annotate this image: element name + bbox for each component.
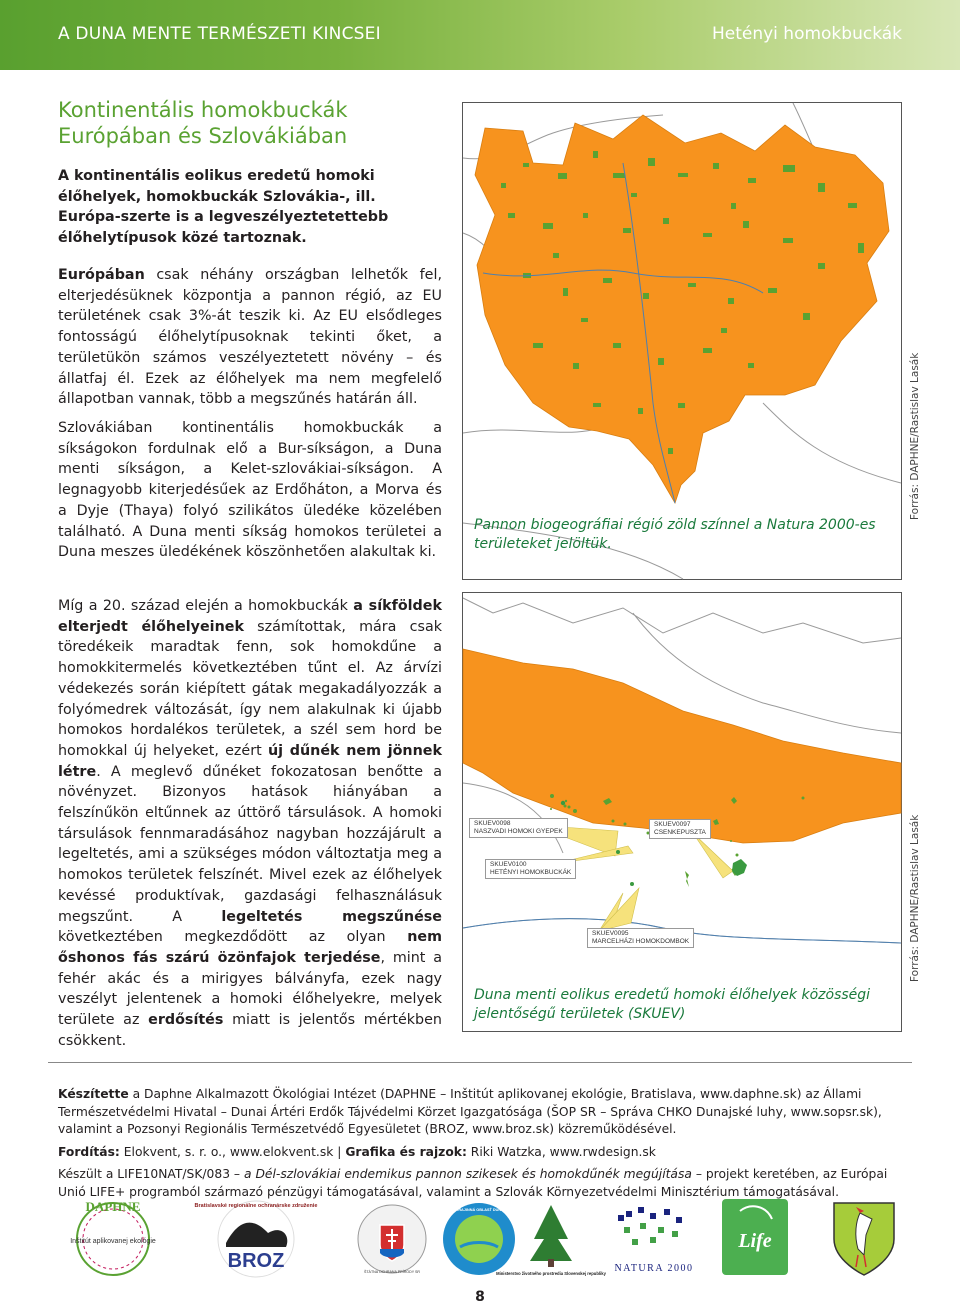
broz-wordmark: BROZ <box>227 1250 285 1272</box>
pannon-map-graphic <box>463 103 901 579</box>
footer-separator: | <box>333 1144 346 1159</box>
history-text-2: számítottak, mára csak töredékeik maradtak fenn, sok homokdűne a homokkitermelés következtében tűnt el. Az árvízi védekezés során kiépített gátak megakadályozzák a folyómedrek változását, így nem alakulnak ki újabb homokos hordalékos területek, a szél sem hord be homokkal új helyeket, ezért <box>58 618 442 759</box>
footer-project-title: a Dél-szlovákiai endemikus pannon szikesek és homokdűnék megújítása <box>244 1167 692 1181</box>
footer-made-label: Készítette <box>58 1087 129 1101</box>
life-wordmark: Life <box>738 1230 772 1252</box>
paragraph-slovakia: Szlovákiában kontinentális homokbuckák a síkságokon fordulnak elő a Bur-síkságon, a Duna menti síkságon, a Kelet-szlovákiai-síkságon. A legnagyobb kiterjedésűek az Erdőháton, a Morva és a Dyje (Thaya) folyó szilikátos üledéke közelében található. A Duna menti síkság homokos területei a Duna meszes üledékének köszönhetően alakultak ki. <box>58 420 442 561</box>
history-text-5: , mint a fehér akác és a mirigyes bálványfa, ezek nagy veszélyt jelentenek a homoki élőhelyekre, melyek területe az <box>58 949 442 1029</box>
skuev-label-marcelhaza <box>587 928 694 948</box>
skuev-name: NASZVADI HOMOKI GYEPEK <box>474 828 563 835</box>
sopsr-text: ŠTÁTNA OCHRANA PRÍRODY SR <box>363 1270 421 1274</box>
skuev-map <box>462 592 902 1032</box>
footer-translation-text: Elokvent, s. r. o., www.elokvent.sk <box>119 1144 334 1159</box>
paragraph-europe <box>58 265 442 410</box>
natura2000-logo <box>610 1201 698 1279</box>
skuev-code: SKUEV0098 <box>474 820 511 827</box>
history-bold-3: legeltetés megszűnése <box>221 908 442 925</box>
footer-credits <box>58 1086 904 1201</box>
skuev-code: SKUEV0100 <box>490 861 527 868</box>
natura2000-wordmark: NATURA 2000 <box>614 1263 694 1274</box>
history-bold-1: a síkföldek elterjedt élőhelyeinek <box>58 598 442 635</box>
chapter-title: Hetényi homokbuckák <box>711 24 902 44</box>
footer-credits-made <box>58 1086 904 1139</box>
history-text-6: miatt is jelentős mértékben csökkent. <box>58 1012 442 1049</box>
skuev-label-heteny <box>485 859 576 879</box>
footer-divider <box>48 1062 912 1063</box>
series-title: A DUNA MENTE TERMÉSZETI KINCSEI <box>58 24 381 44</box>
ministry-text: Ministerstvo životného prostredia Slovenskej republiky <box>496 1271 606 1276</box>
broz-ring-text: Bratislavské regionálne ochranárske združenie <box>194 1203 318 1209</box>
daphne-subtitle: Inštitút aplikovanej ekológie <box>70 1238 156 1245</box>
footer-graphics-label: Grafika és rajzok: <box>345 1144 467 1159</box>
section-title-line2: Európában és Szlovákiában <box>58 124 348 148</box>
skuev-name: CSENKEPUSZTA <box>654 829 706 836</box>
daphne-logo <box>58 1195 168 1280</box>
partner-logos <box>58 1195 908 1280</box>
footer-graphics-text: Riki Watzka, www.rwdesign.sk <box>466 1144 656 1159</box>
skuev-name: HETÉNYI HOMOKBUCKÁK <box>490 869 572 876</box>
section-title <box>58 97 348 149</box>
map2-caption: Duna menti eolikus eredetű homoki élőhelyek közösségi jelentőségű területek (SKUEV) <box>474 987 871 1022</box>
section-title-line1: Kontinentális homokbuckák <box>58 98 348 122</box>
skuev-label-csenke <box>649 819 711 839</box>
skuev-code: SKUEV0095 <box>592 930 629 937</box>
page-header <box>0 0 960 70</box>
map2-credit: Forrás: DAPHNE/Rastislav Lasák <box>909 814 921 982</box>
footer-translation <box>58 1144 904 1162</box>
paragraph-europe-text: csak néhány országban lelhetők fel, elterjedésüknek központja a pannon régió, az EU területének csak 3%-át teszik ki. Az EU elsődleges fontosságú élőhelytípusoknak tekinti őket, a területükön számos veszélyeztetett növény – és állatfaj él. Ezek az élőhelyek ma nem megfelelő állapotban vannak, több a megszűnés határán áll. <box>58 267 442 408</box>
paragraph-europe-bold: Európában <box>58 267 145 283</box>
history-bold-2: új dűnék nem jönnek létre <box>58 742 442 780</box>
history-bold-5: erdősítés <box>148 1012 224 1029</box>
map1-caption: Pannon biogeográfiai régió zöld színnel a Natura 2000-es területeket jelöltük. <box>474 517 876 552</box>
pannon-region-map <box>462 102 902 580</box>
footer-project-text-1: Készült a LIFE10NAT/SK/083 – <box>58 1167 244 1181</box>
history-bold-4: nem őshonos fás szárú özönfajok terjedése <box>58 929 442 966</box>
map1-credit: Forrás: DAPHNE/Rastislav Lasák <box>909 352 921 520</box>
skuev-label-naszvad <box>469 818 568 838</box>
broz-logo <box>186 1195 326 1280</box>
danube-lowland-shape <box>463 649 901 843</box>
skuev-map-graphic <box>463 593 901 1031</box>
sopsr-logo <box>350 1203 434 1279</box>
skuev-code: SKUEV0097 <box>654 821 691 828</box>
history-text-1: Míg a 20. század elején a homokbuckák <box>58 598 354 614</box>
daphne-wordmark: DAPHNE <box>85 1199 141 1214</box>
history-text-4: következtében megkezdődött az olyan <box>58 929 408 946</box>
chko-text: CHRÁNENÁ KRAJINNÁ OBLASŤ DUNAJSKÉ LUHY <box>432 1208 526 1212</box>
coat-of-arms-logo <box>820 1195 908 1280</box>
skuev-name: MARCELHÁZI HOMOKDOMBOK <box>592 938 690 945</box>
lead-paragraph: A kontinentális eolikus eredetű homoki élőhelyek, homokbuckák Szlovákia-, ill. Európa-szerte is a legveszélyeztetettebb élőhelytípusok közé tartoznak. <box>58 168 389 246</box>
footer-made-text: a Daphne Alkalmazott Ökológiai Intézet (DAPHNE – Inštitút aplikovanej ekológie, Bratislava, www.daphne.sk) az Állami Természetvédelmi Hivatal – Dunai Ártéri Erdők Tájvédelmi Körzet Igazgatósága (ŠOP SR – Správa CHKO Dunajské luhy, www.sopsr.sk), valamint a Pozsonyi Regionális Természetvédő Egyesületet (BROZ, www.broz.sk) közreműködésével. <box>58 1087 882 1136</box>
history-text-3: . A meglevő dűnéket fokozatosan benőtte a növényzet. Bizonyos hatások hiányában a felszínűkön eltűnnek az úttörő társulások. A homoki társulások fennmaradásához nagyban hozzájárult a legeltetés, ami a szükséges módon változtatja meg a homokos területek felszínét. Mivel ezek az élőhelyek kevéssé produktívak, gazdasági felhasználásuk megszűnt. A <box>58 763 442 925</box>
footer-project-text-2: – projekt keretében, az Európai Unió LIFE+ programból származó pénzügyi támogatásával, valamint a Szlovák Környezetvédelmi Minisztérium támogatásával. <box>58 1167 888 1199</box>
paragraph-history <box>58 596 442 1051</box>
ministry-logo <box>496 1199 606 1281</box>
life-logo <box>720 1197 790 1277</box>
footer-translation-label: Fordítás: <box>58 1144 120 1159</box>
page-number: 8 <box>475 1289 485 1305</box>
